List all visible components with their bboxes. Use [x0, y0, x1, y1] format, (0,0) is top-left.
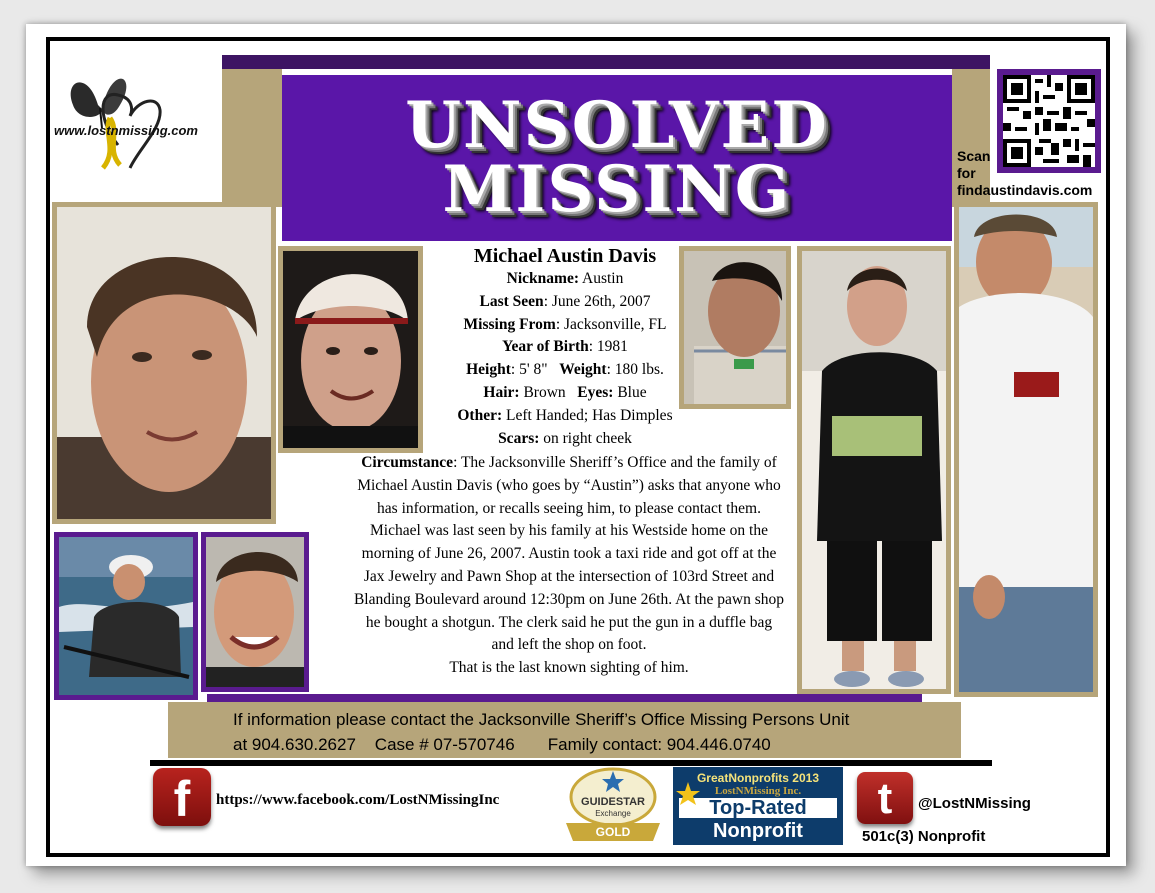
photo-full-body: [797, 246, 951, 694]
twitter-handle-link[interactable]: @LostNMissing: [918, 795, 1031, 812]
gnp-title: GreatNonprofits 2013: [696, 771, 820, 785]
photo-beach-fishing: [54, 532, 198, 700]
qr-scan-label: Scan: [957, 148, 991, 164]
guidestar-gold-badge: [558, 765, 668, 843]
person-name: Michael Austin Davis: [473, 245, 657, 267]
info-hair-eyes: Hair: Brown Eyes: Blue: [483, 383, 647, 401]
qr-for-label: for: [957, 165, 976, 181]
great-nonprofits-badge: [673, 767, 843, 845]
guidestar-level: GOLD: [595, 825, 631, 839]
butterfly-heart-ribbon-logo-icon: [58, 50, 218, 175]
gnp-badge-line-2: Nonprofit: [713, 820, 803, 842]
facebook-url-link[interactable]: https://www.facebook.com/LostNMissingInc: [216, 792, 500, 808]
circumstance-body: : The Jacksonville Sheriff’s Office and the family of Michael Austin Davis (who goes by “Austin”) asks that anyone who has information, or recalls seeing him, to please contact them. Michael was last seen by his family at his Westside home on the morning of June 26, 2007. Austin took a taxi ride and got off at the Jax Jewelry and Pawn Shop at the intersection of 103rd Street and Blanding Boulevard around 12:30pm on June 26th. At the pawn shop he bought a shotgun. The clerk said he put the gun in a duffle bag and left the shop on foot.: [353, 454, 785, 654]
contact-line-1: If information please contact the Jacksonville Sheriff’s Office Missing Persons Unit: [233, 710, 850, 729]
qr-url-label: findaustindavis.com: [957, 182, 1093, 198]
header-top-stripe: [222, 55, 990, 69]
gnp-star-icon: [675, 781, 701, 807]
info-year-of-birth: Year of Birth: 1981: [502, 338, 628, 356]
contact-box: [168, 702, 961, 758]
photo-smiling-closeup: [201, 532, 309, 692]
info-height-weight: Height: 5' 8" Weight: 180 lbs.: [466, 361, 664, 379]
banner-line-2: MISSING: [442, 152, 792, 227]
photo-portrait-large: [52, 202, 276, 524]
circumstance-text: [353, 452, 785, 680]
header-tan-block-left: [222, 69, 282, 207]
info-missing-from: Missing From: Jacksonville, FL: [463, 315, 667, 333]
facebook-icon[interactable]: f: [153, 768, 211, 826]
nonprofit-status: 501c(3) Nonprofit: [862, 828, 986, 845]
info-scars: Scars: on right cheek: [498, 429, 632, 447]
twitter-icon[interactable]: t: [857, 772, 913, 824]
guidestar-sub: Exchange: [595, 809, 631, 818]
info-last-seen: Last Seen: June 26th, 2007: [479, 292, 651, 310]
person-info: [360, 244, 770, 450]
photo-fsu-shirt: [954, 202, 1098, 697]
banner-line-1: UNSOLVED: [405, 88, 829, 163]
unsolved-missing-banner: [282, 75, 952, 241]
gnp-org: LostNMissing Inc.: [714, 785, 802, 797]
gnp-badge-line-1: Top-Rated: [679, 798, 837, 818]
info-nickname: Nickname: Austin: [506, 270, 624, 287]
info-other: Other: Left Handed; Has Dimples: [457, 406, 673, 424]
contact-stripe: [207, 694, 922, 702]
circumstance-label: Circumstance: [361, 454, 454, 471]
contact-line-2: at 904.630.2627 Case # 07-570746 Family contact: 904.446.0740: [233, 735, 771, 754]
logo-website-text: www.lostnmissing.com: [54, 123, 198, 138]
circumstance-last-line: That is the last known sighting of him.: [449, 659, 689, 677]
qr-caption: [957, 148, 1107, 199]
guidestar-name: GUIDESTAR: [581, 796, 645, 808]
